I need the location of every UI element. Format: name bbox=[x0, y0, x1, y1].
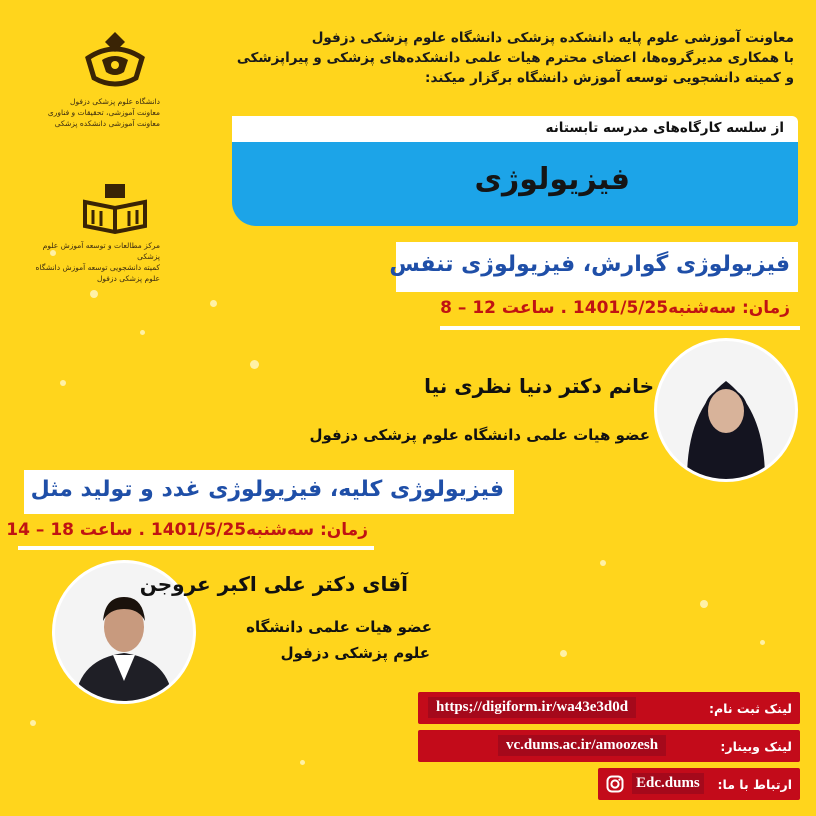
page-title: فیزیولوژی bbox=[474, 162, 630, 197]
contact-bar bbox=[598, 768, 800, 800]
speaker1-name: خانم دکتر دنیا نظری نیا bbox=[424, 374, 654, 398]
series-bar bbox=[232, 116, 798, 142]
decor-dot bbox=[90, 290, 98, 298]
decor-dot bbox=[700, 600, 708, 608]
session2-time-bar bbox=[6, 514, 374, 550]
session1-time: زمان: سه‌شنبه1401/5/25 . ساعت 12 – 8 bbox=[440, 298, 790, 318]
intro-line: با همکاری مدیرگروه‌ها، اعضای محترم هیات علمی دانشکده‌های پزشکی و پیراپزشکی bbox=[236, 50, 794, 66]
session1-topic: فیزیولوژی گوارش، فیزیولوژی تنفس bbox=[389, 252, 790, 277]
decor-dot bbox=[250, 360, 259, 369]
webinar-link-label: لینک وبینار: bbox=[720, 739, 792, 754]
logo-caption-line: معاونت آموزشی، تحقیقات و فناوری bbox=[47, 108, 160, 117]
speaker2-affiliation-line1: عضو هیات علمی دانشگاه bbox=[246, 618, 432, 636]
logo-caption-line: معاونت آموزشی دانشکده پزشکی bbox=[54, 119, 160, 128]
register-link-label: لینک ثبت نام: bbox=[709, 701, 792, 716]
series-label: از سلسه کارگاه‌های مدرسه تابستانه bbox=[545, 120, 784, 136]
decor-dot bbox=[300, 760, 305, 765]
intro-line: معاونت آموزشی علوم پایه دانشکده پزشکی دانشگاه علوم پزشکی دزفول bbox=[311, 30, 794, 46]
logo-caption bbox=[30, 240, 200, 284]
title-box bbox=[232, 142, 798, 226]
speaker2-name: آقای دکتر علی اکبر عروجن bbox=[139, 572, 408, 596]
webinar-link-bar bbox=[418, 730, 800, 762]
speaker1-portrait-icon bbox=[657, 341, 795, 479]
webinar-link[interactable]: vc.dums.ac.ir/amoozesh bbox=[498, 735, 666, 756]
speaker2-affiliation-line2: علوم پزشکی دزفول bbox=[280, 644, 430, 662]
contact-handle[interactable]: Edc.dums bbox=[632, 773, 704, 794]
decor-dot bbox=[60, 380, 66, 386]
register-link[interactable]: https;//digiform.ir/wa43e3d0d bbox=[428, 697, 636, 718]
instagram-icon[interactable] bbox=[606, 775, 624, 793]
intro-text bbox=[234, 28, 794, 88]
decor-dot bbox=[600, 560, 606, 566]
speaker1-affiliation: عضو هیات علمی دانشگاه علوم پزشکی دزفول bbox=[309, 426, 650, 444]
intro-line: و کمیته دانشجویی توسعه آموزش دانشگاه برگزار میکند: bbox=[425, 70, 794, 86]
register-link-bar bbox=[418, 692, 800, 724]
speaker1-photo bbox=[654, 338, 798, 482]
university-logo-icon bbox=[80, 30, 150, 92]
session2-topic: فیزیولوژی کلیه، فیزیولوژی غدد و تولید مثل bbox=[30, 477, 504, 502]
decor-dot bbox=[140, 330, 145, 335]
session2-time: زمان: سه‌شنبه1401/5/25 . ساعت 18 – 14 bbox=[6, 520, 368, 540]
contact-label: ارتباط با ما: bbox=[717, 777, 792, 792]
university-logo bbox=[30, 30, 200, 129]
edc-logo bbox=[30, 182, 200, 284]
decor-dot bbox=[210, 300, 217, 307]
session2-topic-bar bbox=[24, 470, 514, 514]
session1-topic-bar bbox=[389, 242, 798, 292]
decor-dot bbox=[30, 720, 36, 726]
logo-caption-line: کمیته دانشجویی توسعه آموزش دانشگاه علوم پزشکی دزفول bbox=[35, 263, 160, 283]
logo-caption-line: مرکز مطالعات و توسعه آموزش علوم پزشکی bbox=[42, 241, 160, 261]
decor-dot bbox=[560, 650, 567, 657]
edc-logo-icon bbox=[75, 182, 155, 236]
logo-caption bbox=[30, 96, 200, 129]
logo-caption-line: دانشگاه علوم پزشکی دزفول bbox=[70, 97, 160, 106]
decor-dot bbox=[760, 640, 765, 645]
session1-time-bar bbox=[440, 292, 800, 330]
